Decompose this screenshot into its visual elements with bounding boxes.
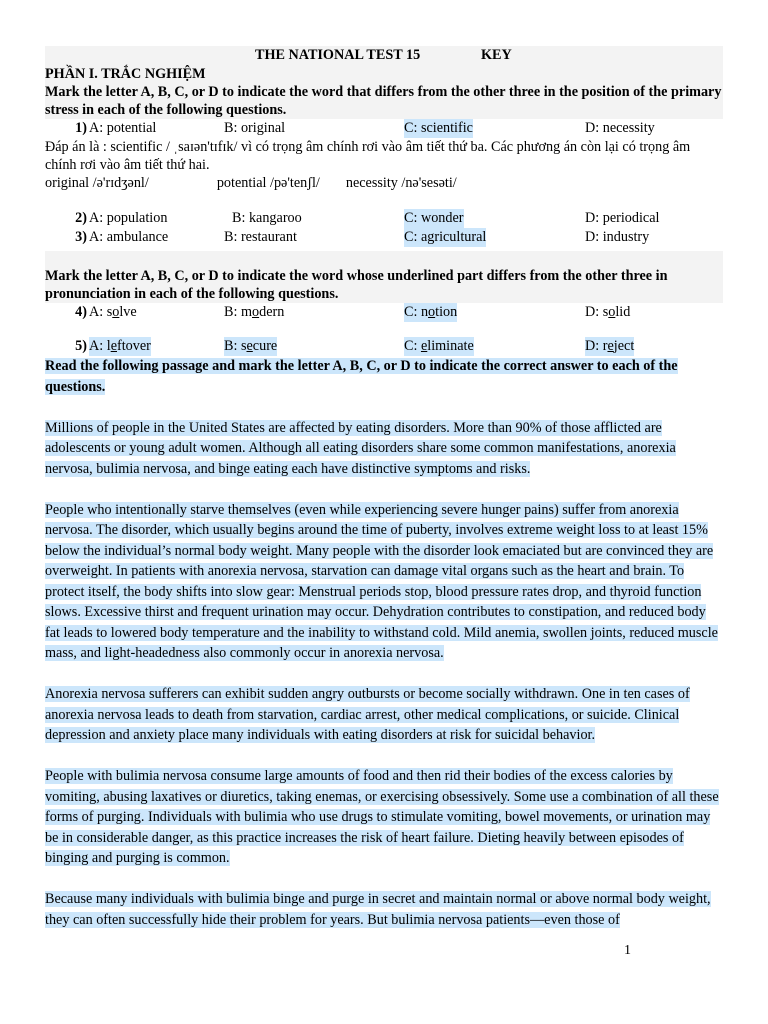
- question-number: 1): [75, 120, 87, 136]
- pronunciation-instruction: Mark the letter A, B, C, or D to indicate the word whose underlined part differs from the other three in pronunciation in each of the following questions.: [45, 268, 668, 302]
- option-b: B: restaurant: [224, 229, 297, 245]
- passage-paragraph-2: People who intentionally starve themselves (even while experiencing severe hunger pains) suffer from anorexia nervosa. The disorder, which usually begins around the time of puberty, involves extreme weight loss to at least 15% below the individual’s normal body weight. Many people with the disorder look emaciated but are convinced they are overweight. In patients with anorexia nervosa, starvation can damage vital organs such as the heart and brain. To protect itself, the body shifts into slow gear: Menstrual periods stop, blood pressure rates drop, and thyroid function slows. Excessive thirst and frequent urination may occur. Dehydration contributes to constipation, and reduced body fat leads to lowered body temperature and the inability to withstand cold. Mild anemia, swollen joints, reduced muscle mass, and light-headedness also commonly occur in anorexia nervosa.: [45, 501, 718, 661]
- option-c-answer: C: scientific: [404, 120, 473, 136]
- answer-key-label: KEY: [481, 47, 512, 63]
- option-a: A: leftover: [89, 338, 151, 354]
- option-a: A: solve: [89, 304, 137, 320]
- option-b: B: original: [224, 120, 286, 136]
- option-d: D: reject: [585, 338, 635, 354]
- reading-section: [45, 356, 723, 930]
- ipa-potential: potential /pə'tenʃl/: [216, 175, 320, 191]
- question-1: [45, 119, 723, 138]
- option-c: C: eliminate: [404, 338, 474, 354]
- page-number: 1: [624, 943, 631, 958]
- header-block: [45, 46, 723, 119]
- passage-paragraph-3: Anorexia nervosa sufferers can exhibit sudden angry outbursts or become socially withdrawn. One in ten cases of anorexia nervosa leads to death from starvation, cardiac arrest, other medical complications, or suicide. Clinical depression and anxiety place many individuals with eating disorders at risk for suicidal behavior.: [45, 686, 690, 743]
- option-d: D: necessity: [585, 120, 655, 136]
- option-a: A: potential: [89, 120, 157, 136]
- question-4: [45, 303, 723, 322]
- question-number: 2): [75, 210, 87, 226]
- option-c-answer: C: agricultural: [404, 229, 487, 245]
- option-b: B: secure: [224, 338, 278, 354]
- question-number: 4): [75, 304, 87, 320]
- section-heading: PHẦN I. TRẮC NGHIỆM: [45, 66, 206, 82]
- reading-instruction: Read the following passage and mark the letter A, B, C, or D to indicate the correct answer to each of the questions.: [45, 358, 678, 395]
- test-title: THE NATIONAL TEST 15: [255, 47, 421, 63]
- question-3: [45, 228, 723, 247]
- option-d: D: periodical: [585, 210, 660, 226]
- option-a: A: ambulance: [89, 229, 169, 245]
- explanation-text: Đáp án là : scientific / ˌsaɪən'tɪfɪk/ vì có trọng âm chính rơi vào âm tiết thứ ba. Các phương án còn lại có trọng âm chính rơi vào âm tiết thứ hai.: [45, 139, 691, 173]
- option-b: B: modern: [224, 304, 285, 320]
- stress-instruction: Mark the letter A, B, C, or D to indicate the word that differs from the other three in the position of the primary stress in each of the following questions.: [45, 84, 722, 118]
- passage-paragraph-4: People with bulimia nervosa consume large amounts of food and then rid their bodies of the excess calories by vomiting, abusing laxatives or diuretics, taking enemas, or exercising obsessively. Some use a combination of all these forms of purging. Individuals with bulimia who use drugs to stimulate vomiting, bowel movements, or urination may be in considerable danger, as this practice increases the risk of heart failure. Dieting heavily between episodes of binging and purging is common.: [45, 768, 719, 866]
- option-c-answer: C: notion: [404, 304, 458, 320]
- option-d: D: industry: [585, 229, 650, 245]
- question-2: [45, 209, 723, 228]
- passage-paragraph-1: Millions of people in the United States are affected by eating disorders. More than 90% of those afflicted are adolescents or young adult women. Although all eating disorders share some common manifestations, anorexia nervosa, bulimia nervosa, and binge eating each have distinctive symptoms and risks.: [45, 419, 676, 477]
- pronunciation-block: [45, 251, 723, 303]
- ipa-necessity: necessity /nə'sesəti/: [345, 175, 457, 191]
- option-c-answer: C: wonder: [404, 210, 464, 226]
- option-d: D: solid: [585, 304, 631, 320]
- question-5: [45, 337, 723, 356]
- passage-paragraph-5: Because many individuals with bulimia binge and purge in secret and maintain normal or above normal body weight, they can often successfully hide their problem for years. But bulimia nervosa patients—even those of: [45, 891, 711, 928]
- ipa-original: original /ə'rɪdʒənl/: [45, 175, 149, 191]
- document-page: [45, 46, 723, 930]
- option-a: A: population: [89, 210, 168, 226]
- test-title-row: [45, 46, 723, 65]
- option-b: B: kangaroo: [232, 210, 302, 226]
- question-number: 3): [75, 229, 87, 245]
- ipa-line: [45, 174, 723, 192]
- question-number: 5): [75, 338, 87, 354]
